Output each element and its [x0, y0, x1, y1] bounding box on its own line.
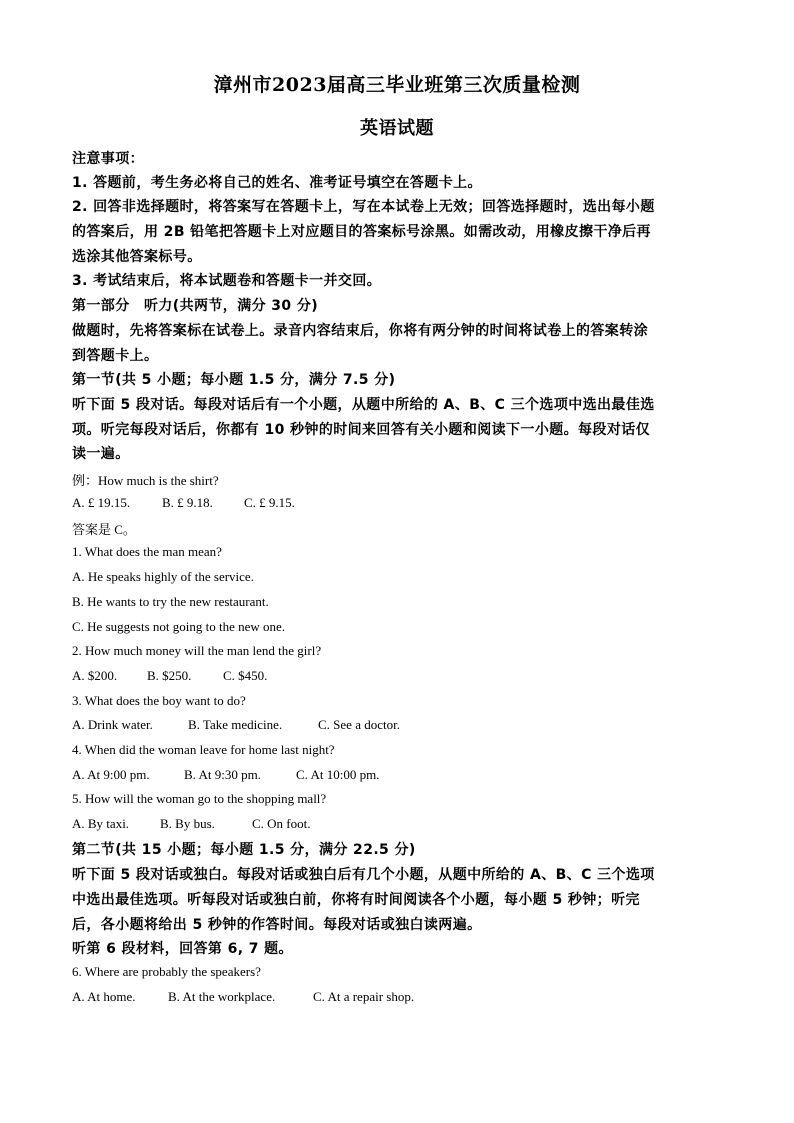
example-option-b: B. £ 9.18. — [162, 495, 213, 510]
section2-instruction-line-2: 中选出最佳选项。听每段对话或独白前，你将有时间阅读各个小题，每小题 5 秒钟；听完 — [72, 892, 640, 908]
note-item-2-line-1: 2. 回答非选择题时，将答案写在答题卡上，写在本试卷上无效；回答选择题时，选出每小题 — [72, 199, 655, 215]
question-5-option-b: B. By bus. — [160, 816, 215, 831]
question-4-option-c: C. At 10:00 pm. — [296, 767, 380, 782]
part1-instruction-line-2: 到答题卡上。 — [72, 348, 159, 364]
note-item-2-line-3: 选涂其他答案标号。 — [72, 249, 202, 265]
section2-heading: 第二节(共 15 小题；每小题 1.5 分，满分 22.5 分) — [72, 842, 416, 858]
question-3: 3. What does the boy want to do? — [72, 693, 246, 708]
question-4-option-a: A. At 9:00 pm. — [72, 767, 150, 782]
question-3-option-c: C. See a doctor. — [318, 717, 400, 732]
example-option-a: A. £ 19.15. — [72, 495, 131, 510]
page-subtitle: 英语试题 — [360, 118, 434, 139]
question-3-option-b: B. Take medicine. — [188, 717, 283, 732]
question-2: 2. How much money will the man lend the girl? — [72, 643, 322, 658]
question-5: 5. How will the woman go to the shopping mall? — [72, 791, 327, 806]
question-6-options — [72, 989, 414, 1005]
section2-instruction-line-3: 后，各小题将给出 5 秒钟的作答时间。每段对话或独白读两遍。 — [72, 917, 482, 933]
question-4-options — [72, 767, 379, 783]
note-item-2-line-2: 的答案后，用 2B 铅笔把答题卡上对应题目的答案标号涂黑。如需改动，用橡皮擦干净后再 — [72, 224, 651, 240]
note-item-1: 1. 答题前，考生务必将自己的姓名、准考证号填空在答题卡上。 — [72, 175, 482, 191]
question-1-option-a: A. He speaks highly of the service. — [72, 569, 254, 584]
question-1-option-b: B. He wants to try the new restaurant. — [72, 594, 269, 609]
notes-heading: 注意事项： — [72, 151, 144, 167]
question-6: 6. Where are probably the speakers? — [72, 964, 261, 979]
question-6-option-a: A. At home. — [72, 989, 136, 1004]
question-6-option-b: B. At the workplace. — [168, 989, 276, 1004]
section1-instruction-line-2: 项。听完每段对话后，你都有 10 秒钟的时间来回答有关小题和阅读下一小题。每段对话仅 — [72, 422, 651, 438]
question-5-options — [72, 816, 311, 832]
question-1-option-c: C. He suggests not going to the new one. — [72, 619, 286, 634]
example-answer: 答案是 C。 — [72, 522, 136, 537]
question-4: 4. When did the woman leave for home last night? — [72, 742, 335, 757]
question-5-option-c: C. On foot. — [252, 816, 311, 831]
question-3-options — [72, 717, 400, 733]
question-2-options — [72, 668, 267, 684]
section1-instruction-line-1: 听下面 5 段对话。每段对话后有一个小题，从题中所给的 A、B、C 三个选项中选出最佳选 — [72, 397, 655, 413]
section1-instruction-line-3: 读一遍。 — [72, 446, 130, 462]
section2-material-6: 听第 6 段材料，回答第 6, 7 题。 — [72, 941, 293, 957]
question-5-option-a: A. By taxi. — [72, 816, 130, 831]
example-question: 例：How much is the shirt? — [72, 473, 219, 488]
question-1: 1. What does the man mean? — [72, 544, 222, 559]
question-2-option-b: B. $250. — [147, 668, 192, 683]
section2-instruction-line-1: 听下面 5 段对话或独白。每段对话或独白后有几个小题，从题中所给的 A、B、C 三个选项 — [72, 867, 655, 883]
part1-instruction-line-1: 做题时，先将答案标在试卷上。录音内容结束后，你将有两分钟的时间将试卷上的答案转涂 — [72, 323, 648, 339]
question-2-option-a: A. $200. — [72, 668, 118, 683]
part1-heading: 第一部分 听力(共两节，满分 30 分) — [72, 298, 319, 314]
note-item-3: 3. 考试结束后，将本试题卷和答题卡一并交回。 — [72, 273, 382, 289]
example-option-c: C. £ 9.15. — [244, 495, 295, 510]
question-2-option-c: C. $450. — [223, 668, 268, 683]
question-3-option-a: A. Drink water. — [72, 717, 153, 732]
section1-heading: 第一节(共 5 小题；每小题 1.5 分，满分 7.5 分) — [72, 372, 396, 388]
example-options — [72, 495, 295, 511]
question-6-option-c: C. At a repair shop. — [313, 989, 415, 1004]
page-title: 漳州市2023届高三毕业班第三次质量检测 — [213, 74, 581, 96]
question-4-option-b: B. At 9:30 pm. — [184, 767, 261, 782]
